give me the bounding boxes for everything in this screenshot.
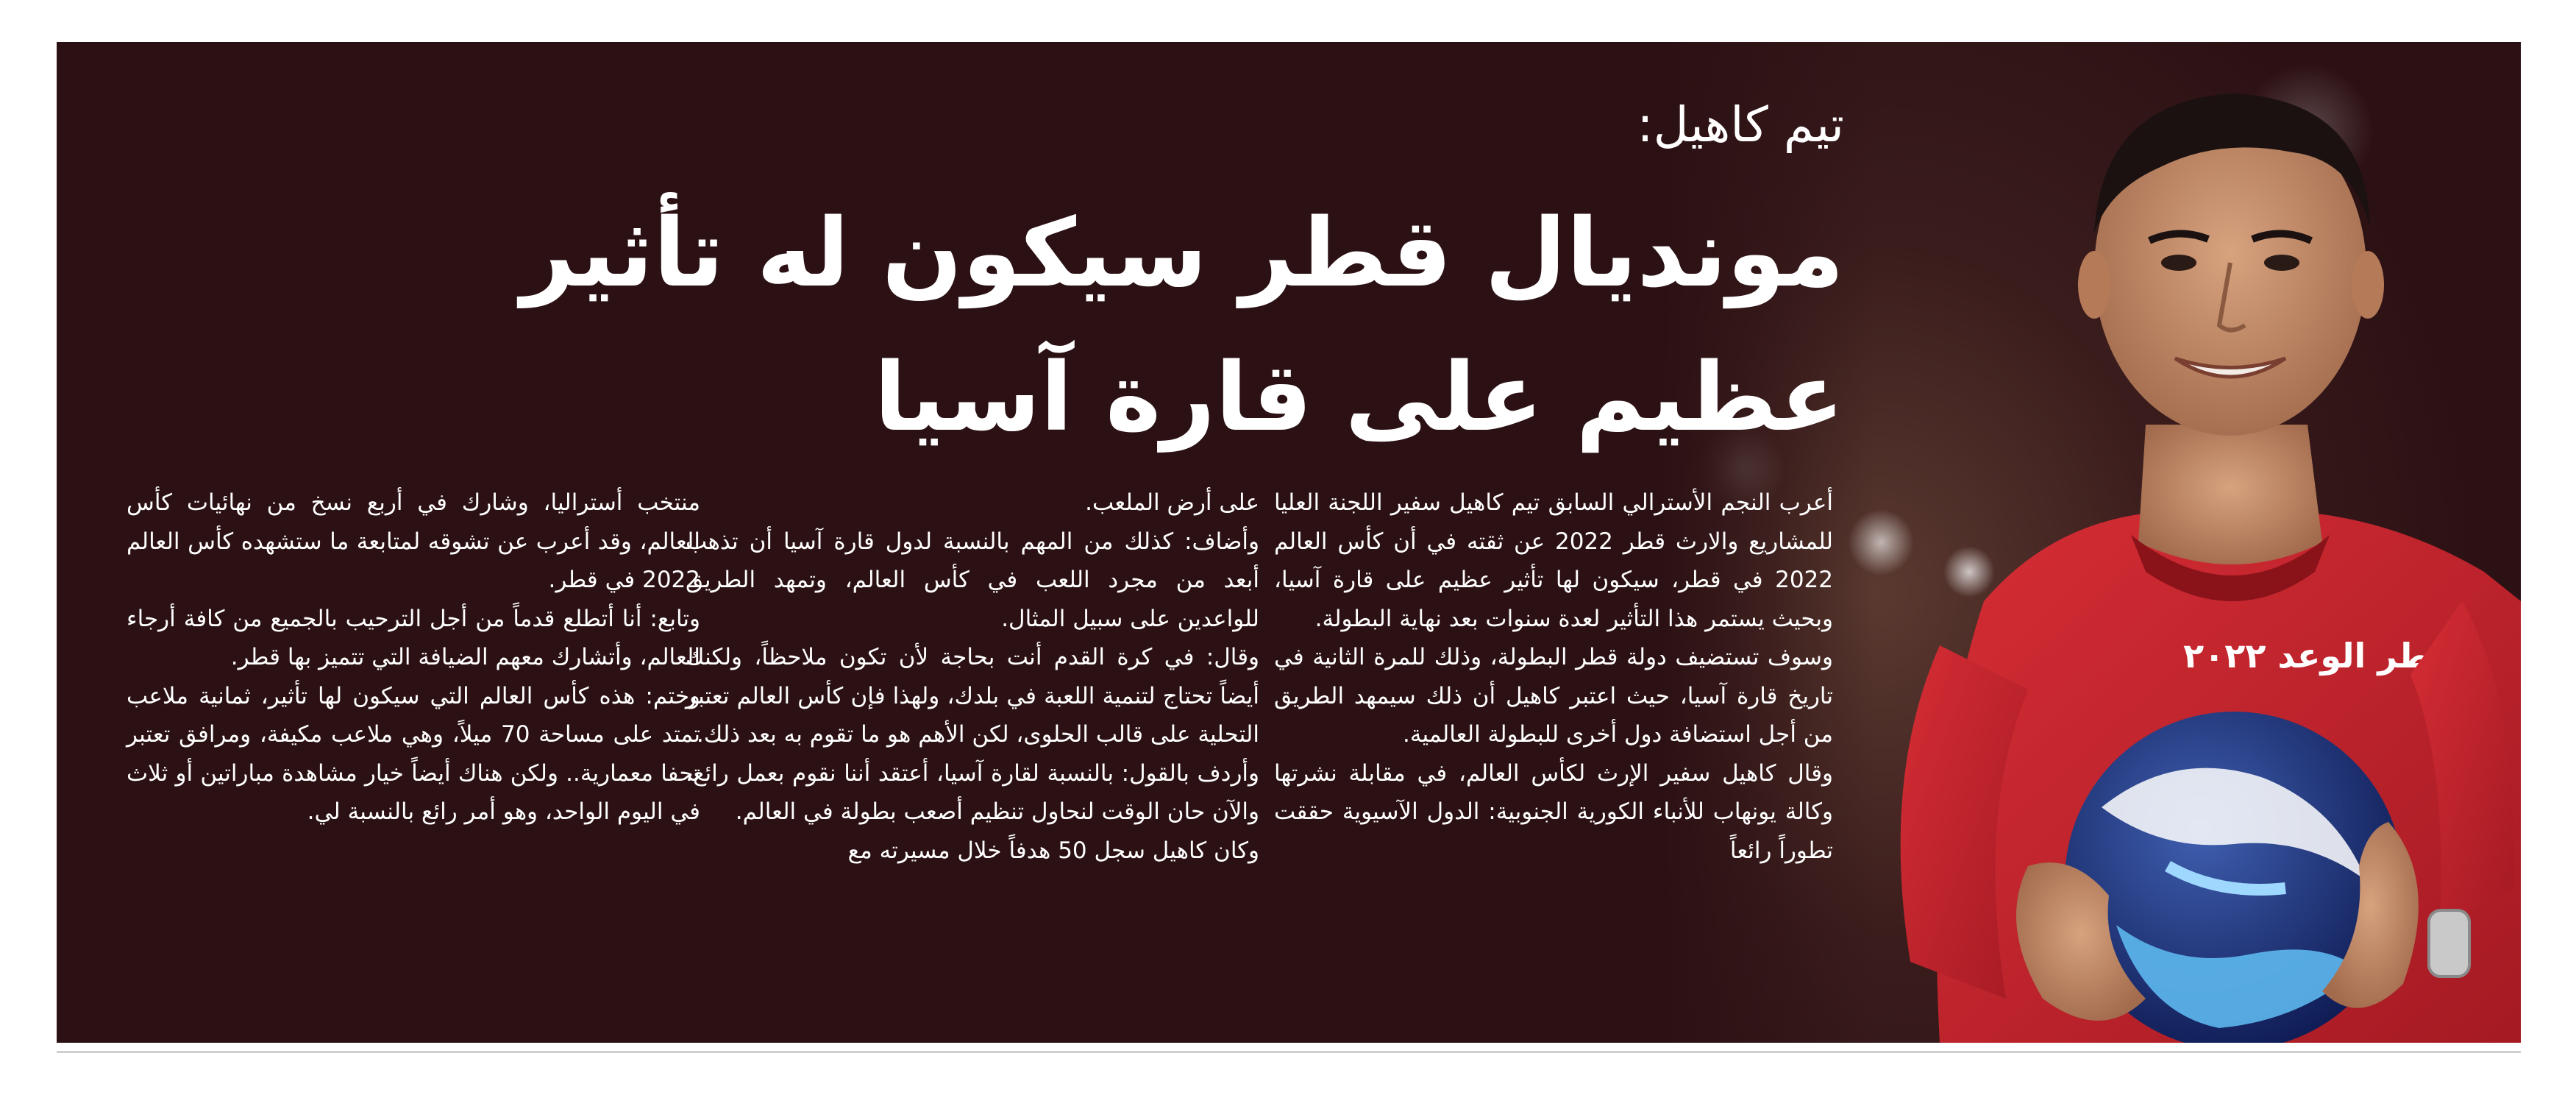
paragraph: وأضاف: كذلك من المهم بالنسبة لدول قارة آسيا أن تذهب أبعد من مجرد اللعب في كأس العالم، وتمهد الطريق للواعدين على سبيل المثال. [686,528,1259,632]
paragraph: وقال: في كرة القدم أنت بحاجة لأن تكون ملاحظاً، ولكنك أيضاً تحتاج لتنمية اللعبة في بلدك، ولهذا فإن كأس العالم تعتبر التحلية على قالب الحلوى، لكن الأهم هو ما تقوم به بعد ذلك. [686,644,1259,748]
paragraph: على أرض الملعب. [1085,489,1259,516]
paragraph: وكان كاهيل سجل 50 هدفاً خلال مسيرته مع [847,837,1259,864]
article-column-3 [127,483,700,832]
article-column-1 [1274,483,1833,870]
paragraph: وأردف بالقول: بالنسبة لقارة آسيا، أعتقد أننا نقوم بعمل رائع، والآن حان الوقت لنحاول تنظيم أصعب بطولة في العالم. [686,759,1259,825]
article-panel [57,42,2521,1043]
paragraph: وقال كاهيل سفير الإرث لكأس العالم، في مقابلة نشرتها وكالة يونهاب للأنباء الكورية الجنوبية: الدول الآسيوية حققت تطوراً رائعاً [1274,759,1833,864]
article-headline: مونديال قطر سيكون له تأثير عظيم على قارة آسيا [521,199,1844,453]
paragraph: وسوف تستضيف دولة قطر البطولة، وذلك للمرة الثانية في تاريخ قارة آسيا، حيث اعتبر كاهيل أن ذلك سيمهد الطريق من أجل استضافة دول أخرى للبطولة العالمية. [1274,644,1833,748]
paragraph: منتخب أستراليا، وشارك في أربع نسخ من نهائيات كأس العالم، وقد أعرب عن تشوقه لمتابعة ما ستشهده كأس العالم 2022 في قطر. [127,489,700,593]
bottom-divider [57,1051,2521,1053]
paragraph: أعرب النجم الأسترالي السابق تيم كاهيل سفير اللجنة العليا للمشاريع والارث قطر 2022 عن ثقته في أن كأس العالم 2022 في قطر، سيكون لها تأثير عظيم على قارة آسيا، وبحيث يستمر هذا التأثير لعدة سنوات بعد نهاية البطولة. [1274,489,1833,632]
paragraph: وتابع: أنا أتطلع قدماً من أجل الترحيب بالجميع من كافة أرجاء العالم، وأتشارك معهم الضيافة التي تتميز بها قطر. [127,605,700,670]
article-column-2 [686,483,1259,870]
article-kicker: تيم كاهيل: [1637,96,1844,153]
paragraph: وختم: هذه كأس العالم التي سيكون لها تأثير، ثمانية ملاعب تمتد على مساحة 70 ميلاً، وهي ملاعب مكيفة، ومرافق تعتبر تحفا معمارية.. ولكن هناك أيضاً خيار مشاهدة مباراتين أو ثلاث في اليوم الواحد، وهو أمر رائع بالنسبة لي. [127,682,701,825]
